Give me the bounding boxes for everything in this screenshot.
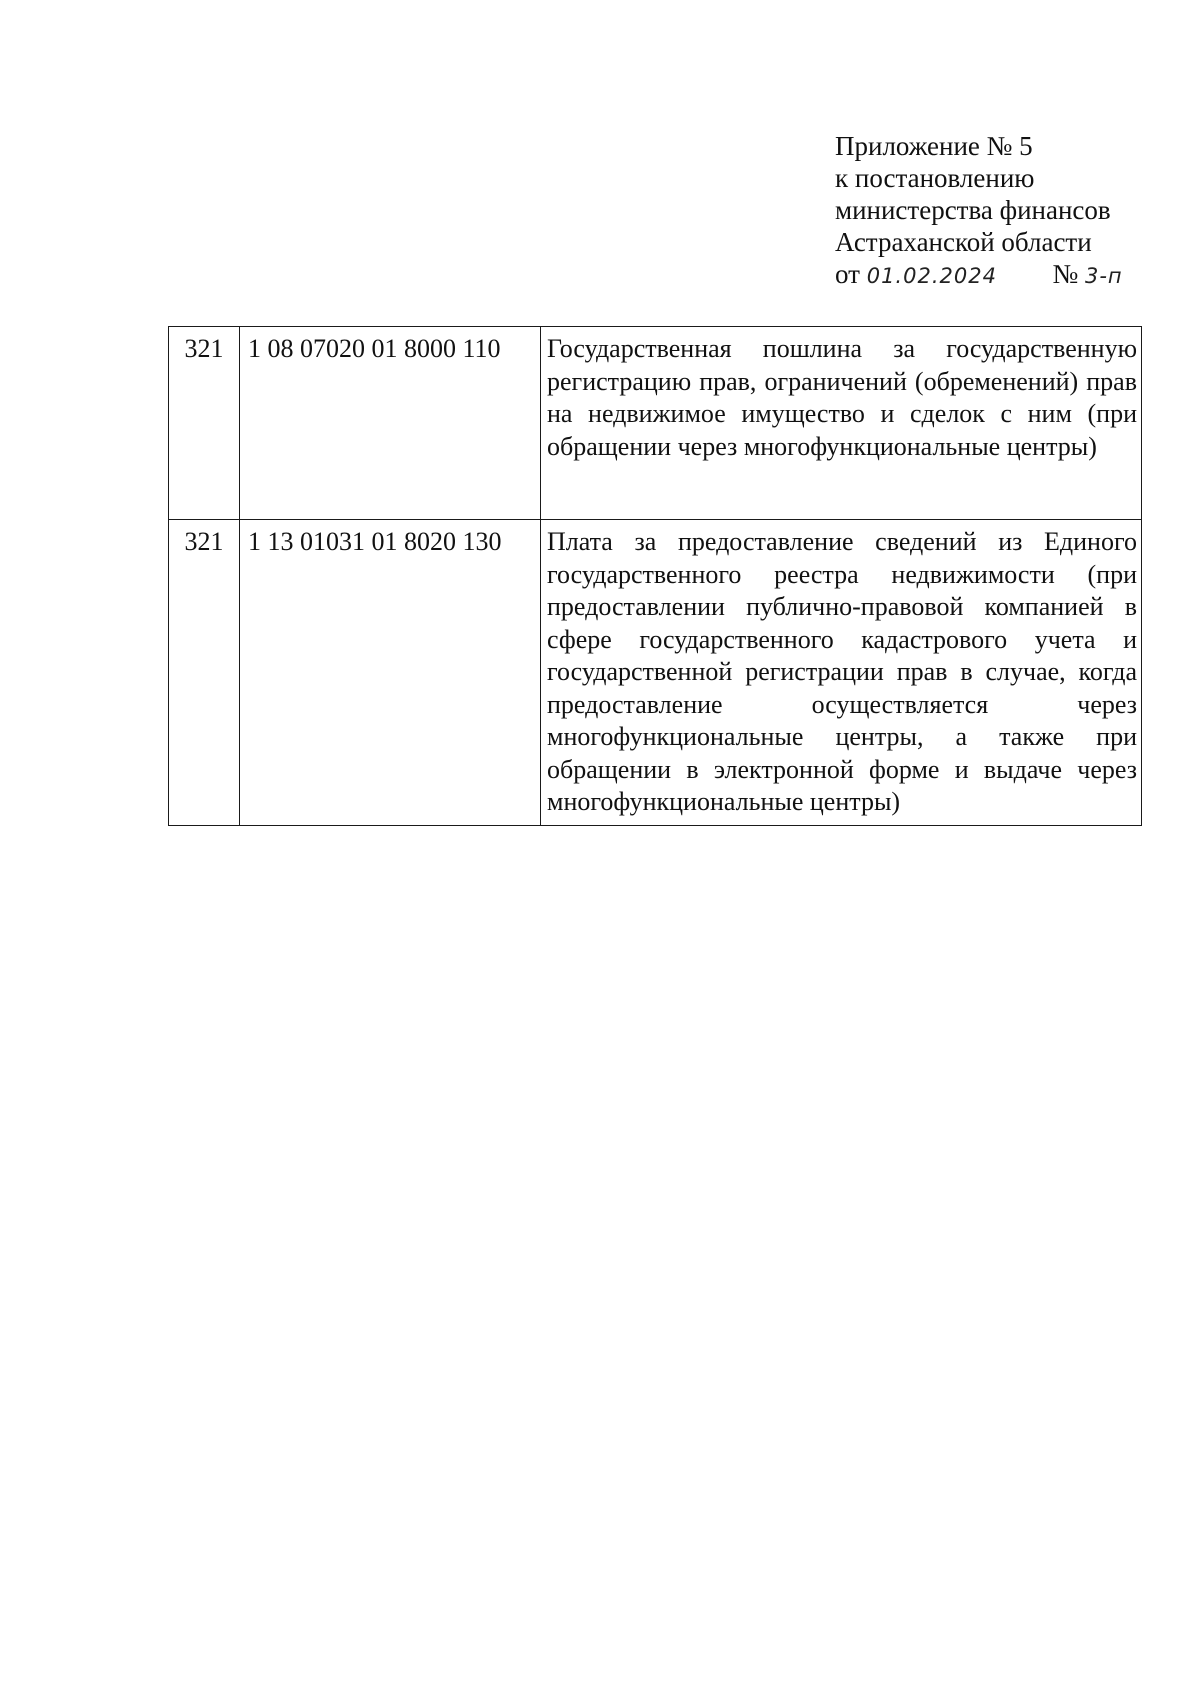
admin-code-cell: 321 (169, 520, 240, 826)
budget-codes-table (168, 326, 1142, 826)
date-prefix: от (835, 259, 860, 289)
number-prefix: № (1052, 259, 1079, 289)
appendix-header (835, 130, 1175, 292)
handwritten-date: 01.02.2024 (866, 264, 997, 288)
table-row (169, 327, 1142, 520)
admin-code-cell: 321 (169, 327, 240, 520)
appendix-subtitle-2: министерства финансов (835, 195, 1111, 225)
appendix-date-line (835, 258, 1175, 292)
budget-code-cell: 1 08 07020 01 8000 110 (240, 327, 541, 520)
appendix-title: Приложение № 5 (835, 131, 1033, 161)
appendix-subtitle-3: Астраханской области (835, 227, 1092, 257)
table-row (169, 520, 1142, 826)
revenue-name-cell: Плата за предоставление сведений из Единого государственного реестра недвижимости (при предоставлении публично-правовой компанией в сфере государственного кадастрового учета и государственной регистрации прав в случае, когда предоставление осуществляется через многофункциональные центры, а также при обращении в электронной форме и выдаче через многофункциональные центры) (541, 520, 1142, 826)
appendix-subtitle-1: к постановлению (835, 163, 1035, 193)
revenue-name-cell: Государственная пошлина за государственную регистрацию прав, ограничений (обременений) прав на недвижимое имущество и сделок с ним (при обращении через многофункциональные центры) (541, 327, 1142, 520)
budget-code-cell: 1 13 01031 01 8020 130 (240, 520, 541, 826)
handwritten-number: 3-п (1084, 264, 1123, 288)
